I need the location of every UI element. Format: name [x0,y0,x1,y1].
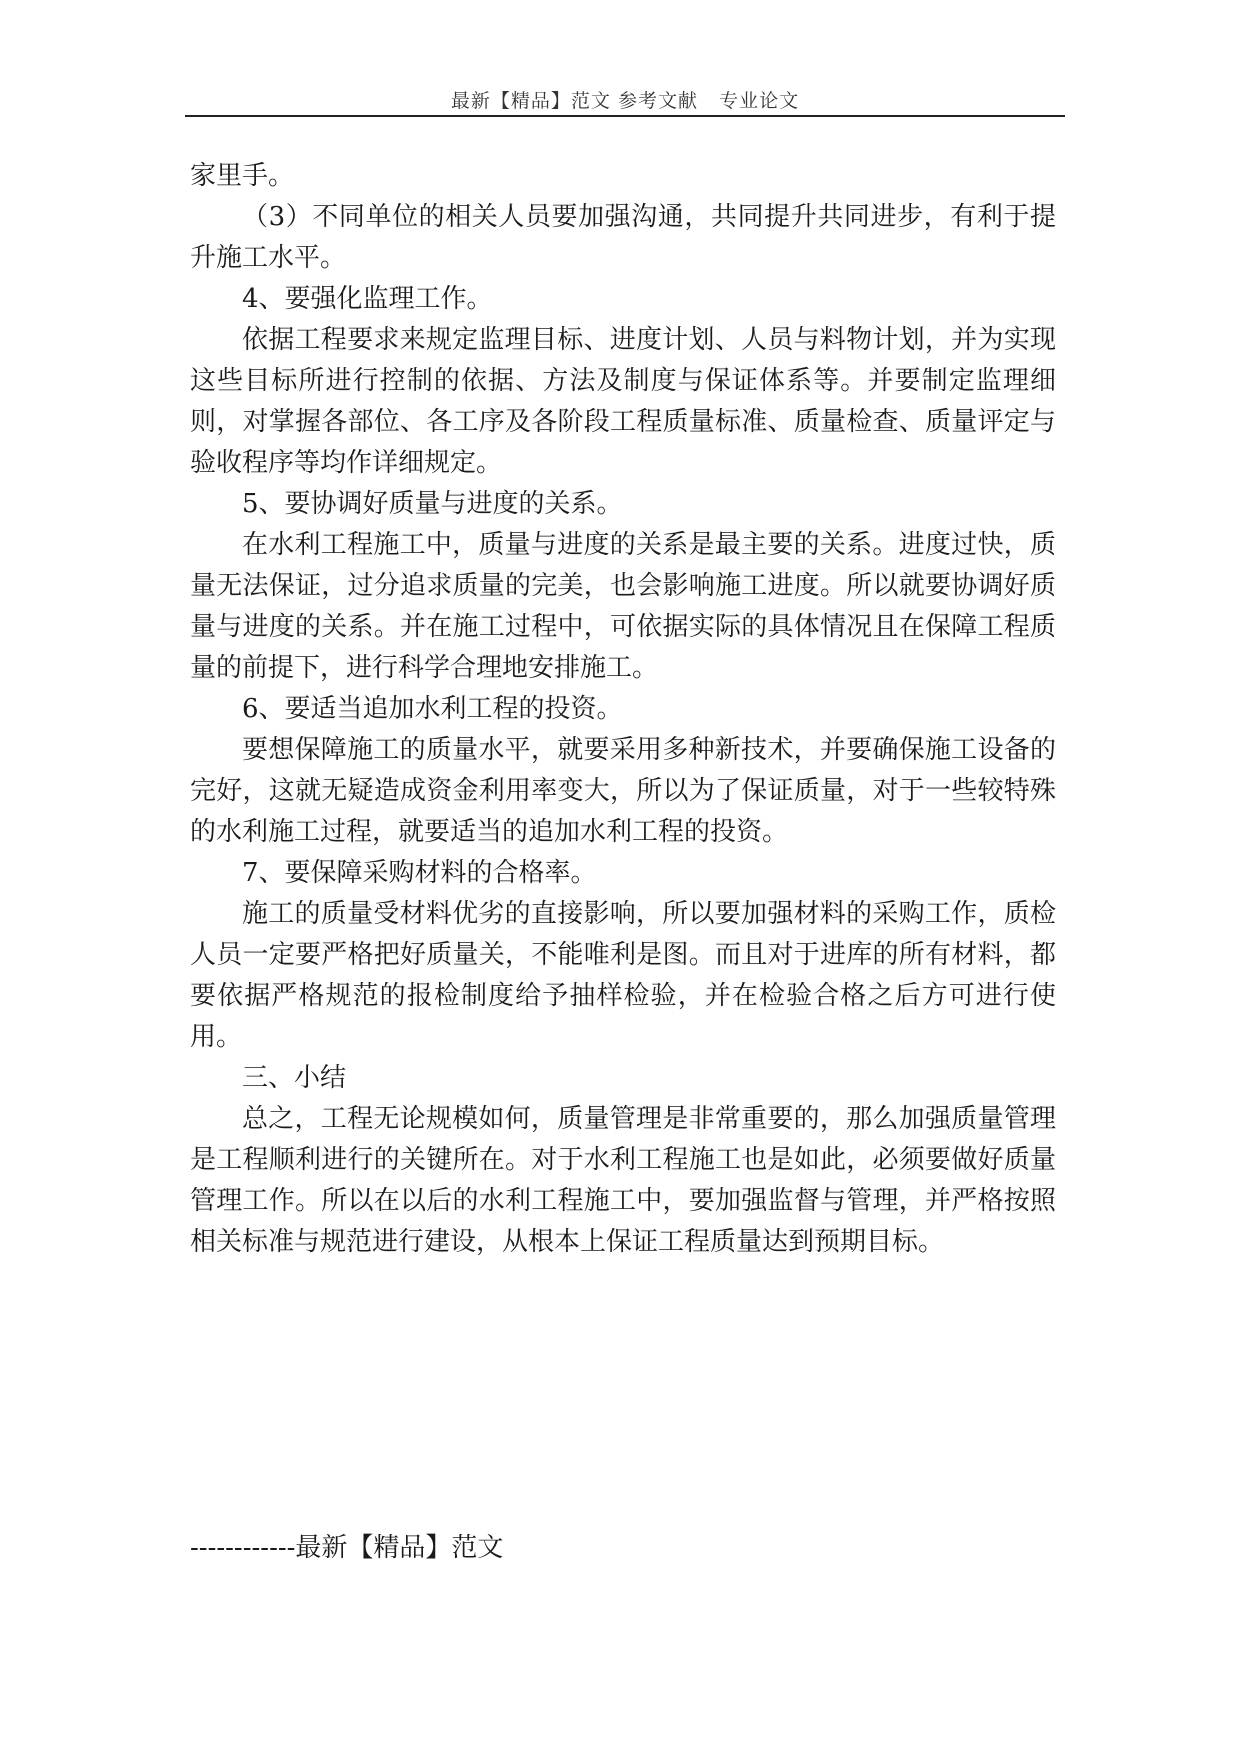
section-heading-summary: 三、小结 [242,1063,347,1093]
page-header: 最新【精品】范文 参考文献 专业论文 [450,90,800,112]
section-heading-7: 7、要保障采购材料的合格率。 [242,858,597,888]
header-rule [185,115,1065,117]
paragraph-continuation: 家里手。 [190,161,295,191]
paragraph-item-3: （3）不同单位的相关人员要加强沟通，共同提升共同进步，有利于提升施工水平。 [190,202,1056,273]
page-footer: ------------最新【精品】范文 [190,1533,504,1563]
section-heading-5: 5、要协调好质量与进度的关系。 [242,489,623,519]
paragraph-investment: 要想保障施工的质量水平，就要采用多种新技术，并要确保施工设备的完好，这就无疑造成资金利用率变大，所以为了保证质量，对于一些较特殊的水利施工过程，就要适当的追加水利工程的投资。 [190,735,1056,847]
paragraph-quality-progress: 在水利工程施工中，质量与进度的关系是最主要的关系。进度过快，质量无法保证，过分追求质量的完美，也会影响施工进度。所以就要协调好质量与进度的关系。并在施工过程中，可依据实际的具体情况且在保障工程质量的前提下，进行科学合理地安排施工。 [190,530,1056,683]
section-heading-6: 6、要适当追加水利工程的投资。 [242,694,623,724]
paragraph-supervision: 依据工程要求来规定监理目标、进度计划、人员与料物计划，并为实现这些目标所进行控制的依据、方法及制度与保证体系等。并要制定监理细则，对掌握各部位、各工序及各阶段工程质量标准、质量检查、质量评定与验收程序等均作详细规定。 [190,325,1056,478]
paragraph-materials: 施工的质量受材料优劣的直接影响，所以要加强材料的采购工作，质检人员一定要严格把好质量关，不能唯利是图。而且对于进库的所有材料，都要依据严格规范的报检制度给予抽样检验，并在检验合格之后方可进行使用。 [190,899,1056,1052]
document-body [190,156,1056,1263]
section-heading-4: 4、要强化监理工作。 [242,284,493,314]
paragraph-summary: 总之，工程无论规模如何，质量管理是非常重要的，那么加强质量管理是工程顺利进行的关键所在。对于水利工程施工也是如此，必须要做好质量管理工作。所以在以后的水利工程施工中，要加强监督与管理，并严格按照相关标准与规范进行建设，从根本上保证工程质量达到预期目标。 [190,1104,1056,1257]
